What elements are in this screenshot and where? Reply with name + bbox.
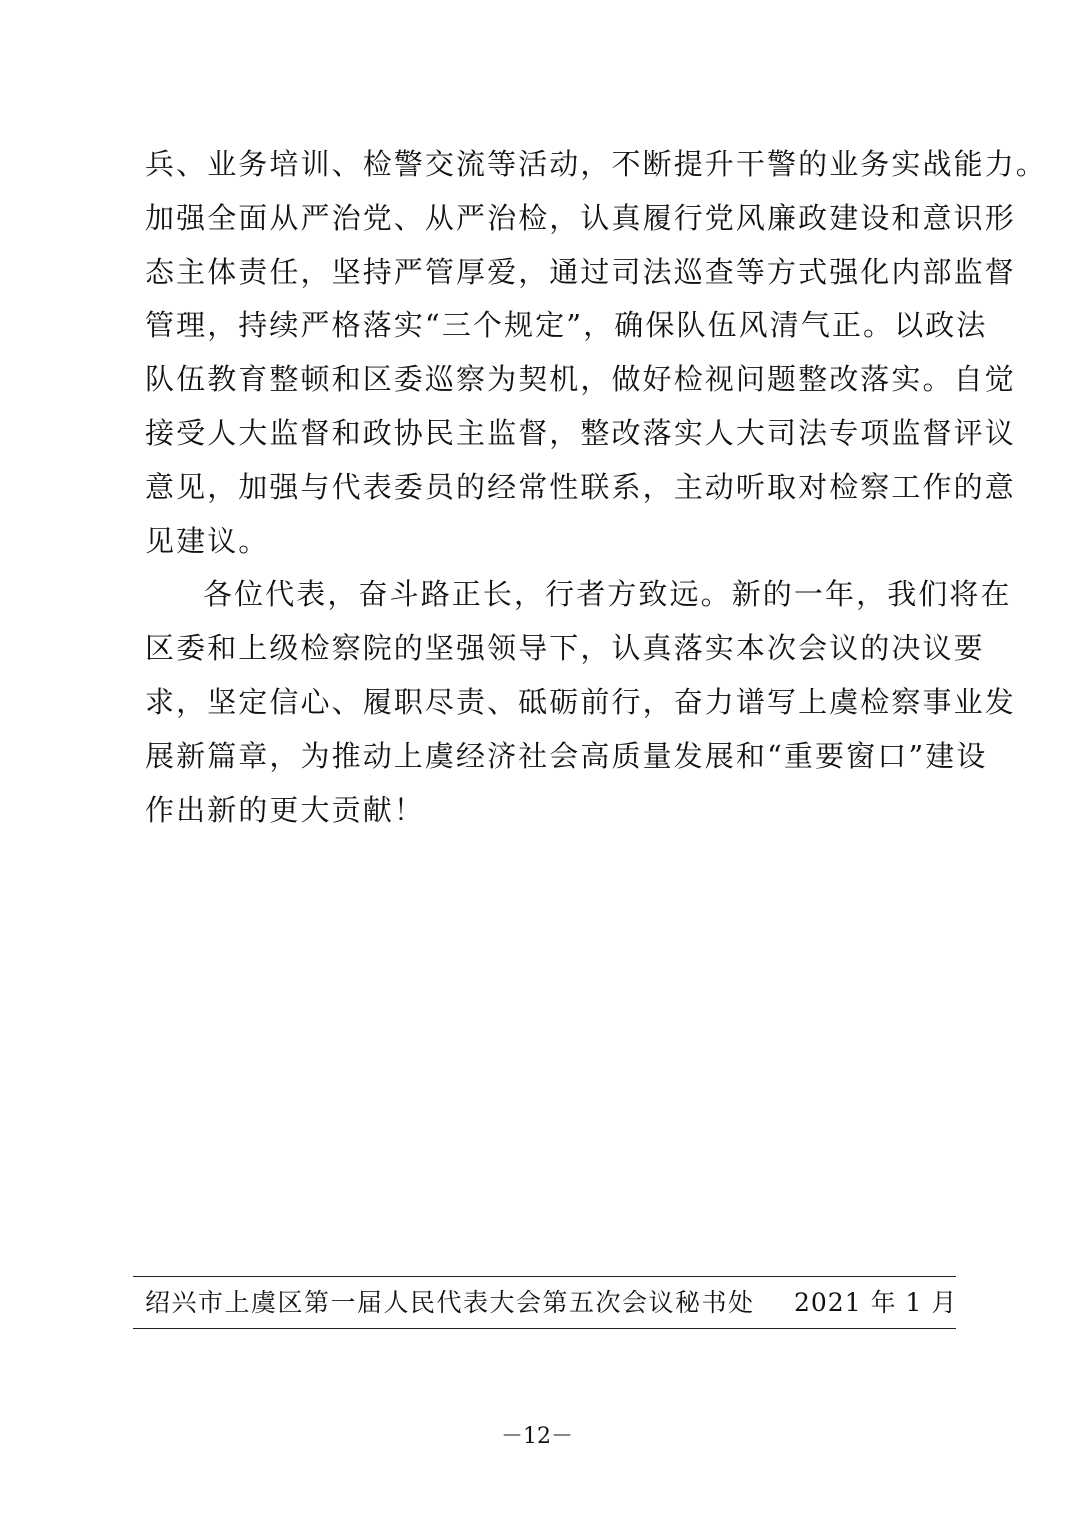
- body-line: 作出新的更大贡献！: [145, 792, 425, 827]
- paragraph-first-line: 各位代表，奋斗路正长，行者方致远。新的一年，我们将在: [203, 577, 1012, 612]
- page-number: －12－: [501, 1424, 573, 1449]
- body-line: 求，坚定信心、履职尽责、砥砺前行，奋力谱写上虞检察事业发: [145, 684, 1016, 719]
- body-line: 展新篇章，为推动上虞经济社会高质量发展和“重要窗口”建设: [145, 738, 988, 773]
- footer-issuer: 绍兴市上虞区第一届人民代表大会第五次会议秘书处: [145, 1288, 755, 1317]
- body-line: 接受人大监督和政协民主监督，整改落实人大司法专项监督评议: [145, 415, 1016, 450]
- body-line: 队伍教育整顿和区委巡察为契机，做好检视问题整改落实。自觉: [145, 362, 1016, 397]
- body-line: 区委和上级检察院的坚强领导下，认真落实本次会议的决议要: [145, 631, 985, 666]
- body-line: 见建议。: [145, 523, 270, 558]
- body-line: 态主体责任，坚持严管厚爱，通过司法巡查等方式强化内部监督: [145, 254, 1016, 289]
- document-body: [145, 138, 1047, 837]
- footer-bottom-rule: [133, 1328, 956, 1329]
- body-line: 意见，加强与代表委员的经常性联系，主动听取对检察工作的意: [145, 469, 1016, 504]
- footer-top-rule: [133, 1276, 956, 1277]
- body-line: 兵、业务培训、检警交流等活动，不断提升干警的业务实战能力。: [145, 147, 1047, 181]
- body-line: 管理，持续严格落实“三个规定”，确保队伍风清气正。以政法: [145, 308, 988, 343]
- footer-date: 2021 年 1 月: [794, 1288, 958, 1317]
- body-line: 加强全面从严治党、从严治检，认真履行党风廉政建设和意识形: [145, 200, 1016, 235]
